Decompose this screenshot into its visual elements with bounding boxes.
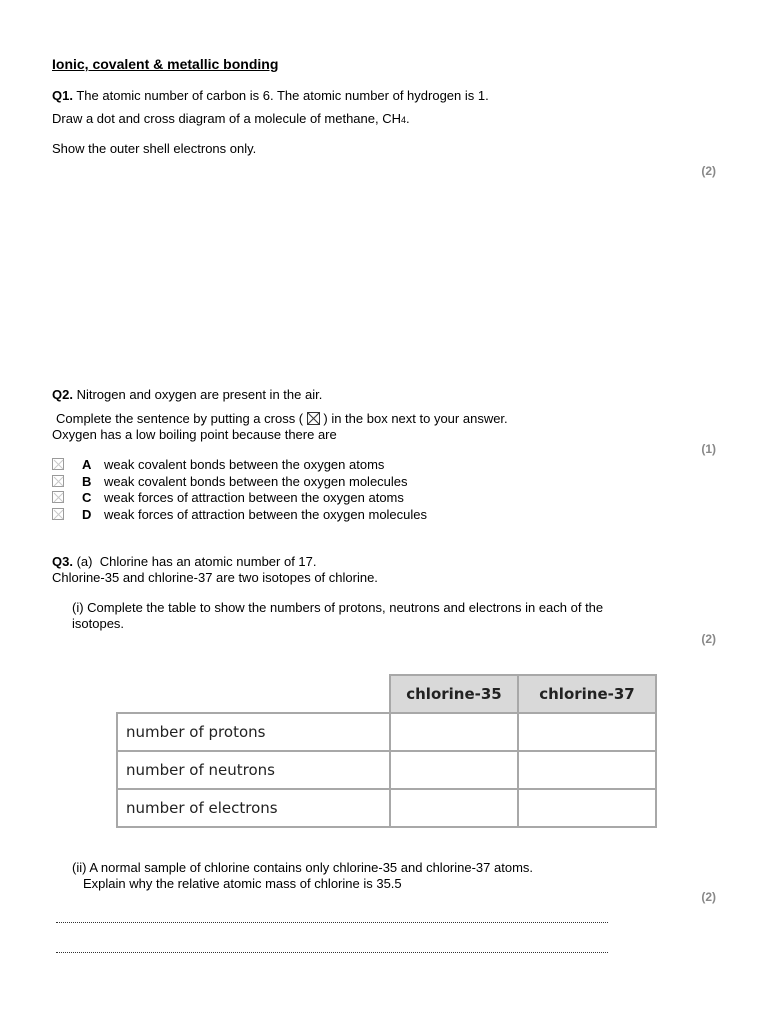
q1-subscript: 4 <box>401 115 407 125</box>
row-label: number of electrons <box>117 789 390 827</box>
table-row <box>117 789 656 827</box>
q2-line1 <box>52 387 322 403</box>
table-row <box>117 713 656 751</box>
option-letter: B <box>82 474 92 489</box>
column-header: chlorine-35 <box>390 675 518 713</box>
q2-option-b[interactable] <box>52 474 492 490</box>
answer-line[interactable] <box>56 922 608 923</box>
q1-line2-text: Draw a dot and cross diagram of a molecule of methane, CH <box>52 111 402 126</box>
q1-line2-end: . <box>406 111 410 126</box>
answer-cell[interactable] <box>390 751 518 789</box>
option-letter: C <box>82 490 92 505</box>
answer-cell[interactable] <box>518 713 656 751</box>
option-text: weak forces of attraction between the oxygen molecules <box>104 507 428 522</box>
q3-ii-marks: (2) <box>701 890 716 904</box>
option-checkbox[interactable] <box>52 475 64 487</box>
q3-i-line1: (i) Complete the table to show the numbers of protons, neutrons and electrons in each of the <box>72 600 604 615</box>
q2-instruction <box>56 411 508 427</box>
option-text: weak covalent bonds between the oxygen molecules <box>104 474 408 489</box>
q1-line1 <box>52 88 489 104</box>
row-label: number of neutrons <box>117 751 390 789</box>
answer-cell[interactable] <box>390 713 518 751</box>
q1-line3: Show the outer shell electrons only. <box>52 141 257 156</box>
row-label: number of protons <box>117 713 390 751</box>
q3-line1 <box>52 554 317 570</box>
q3-text: Chlorine has an atomic number of 17. <box>99 554 317 569</box>
q2-text: Nitrogen and oxygen are present in the air. <box>76 387 323 402</box>
q1-text: The atomic number of carbon is 6. The atomic number of hydrogen is 1. <box>76 88 489 103</box>
option-text: weak forces of attraction between the oxygen atoms <box>104 490 404 505</box>
q2-option-a[interactable] <box>52 457 492 473</box>
answer-cell[interactable] <box>518 789 656 827</box>
q3-line2: Chlorine-35 and chlorine-37 are two isotopes of chlorine. <box>52 570 378 585</box>
q2-instruction-pre: Complete the sentence by putting a cross ( <box>56 411 304 426</box>
q2-option-d[interactable] <box>52 507 492 523</box>
page-title: Ionic, covalent & metallic bonding <box>52 56 279 72</box>
option-letter: D <box>82 507 92 522</box>
column-header: chlorine-37 <box>518 675 656 713</box>
q3-ii-line2: Explain why the relative atomic mass of chlorine is 35.5 <box>83 876 402 891</box>
table-corner <box>117 675 390 713</box>
q3-i-marks: (2) <box>701 632 716 646</box>
q1-answer-area[interactable] <box>52 190 716 375</box>
q3-ii-line1: (ii) A normal sample of chlorine contains only chlorine-35 and chlorine-37 atoms. <box>72 860 534 875</box>
q1-label: Q1. <box>52 88 73 103</box>
q2-marks: (1) <box>701 442 716 456</box>
q3-label: Q3. <box>52 554 73 569</box>
option-checkbox[interactable] <box>52 491 64 503</box>
q1-line2 <box>52 111 410 128</box>
option-letter: A <box>82 457 92 472</box>
answer-line[interactable] <box>56 952 608 953</box>
q1-marks: (2) <box>701 164 716 178</box>
q2-options <box>52 457 492 525</box>
option-checkbox[interactable] <box>52 458 64 470</box>
cross-box-icon <box>307 412 320 425</box>
q3-part-a: (a) <box>76 554 93 569</box>
q2-label: Q2. <box>52 387 73 402</box>
q2-stem: Oxygen has a low boiling point because there are <box>52 427 337 442</box>
option-checkbox[interactable] <box>52 508 64 520</box>
isotope-table <box>116 674 657 828</box>
q2-instruction-post: ) in the box next to your answer. <box>323 411 508 426</box>
answer-cell[interactable] <box>518 751 656 789</box>
table-header-row <box>117 675 656 713</box>
table-row <box>117 751 656 789</box>
answer-cell[interactable] <box>390 789 518 827</box>
q2-option-c[interactable] <box>52 490 492 506</box>
option-text: weak covalent bonds between the oxygen atoms <box>104 457 385 472</box>
q3-i-line2: isotopes. <box>72 616 125 631</box>
